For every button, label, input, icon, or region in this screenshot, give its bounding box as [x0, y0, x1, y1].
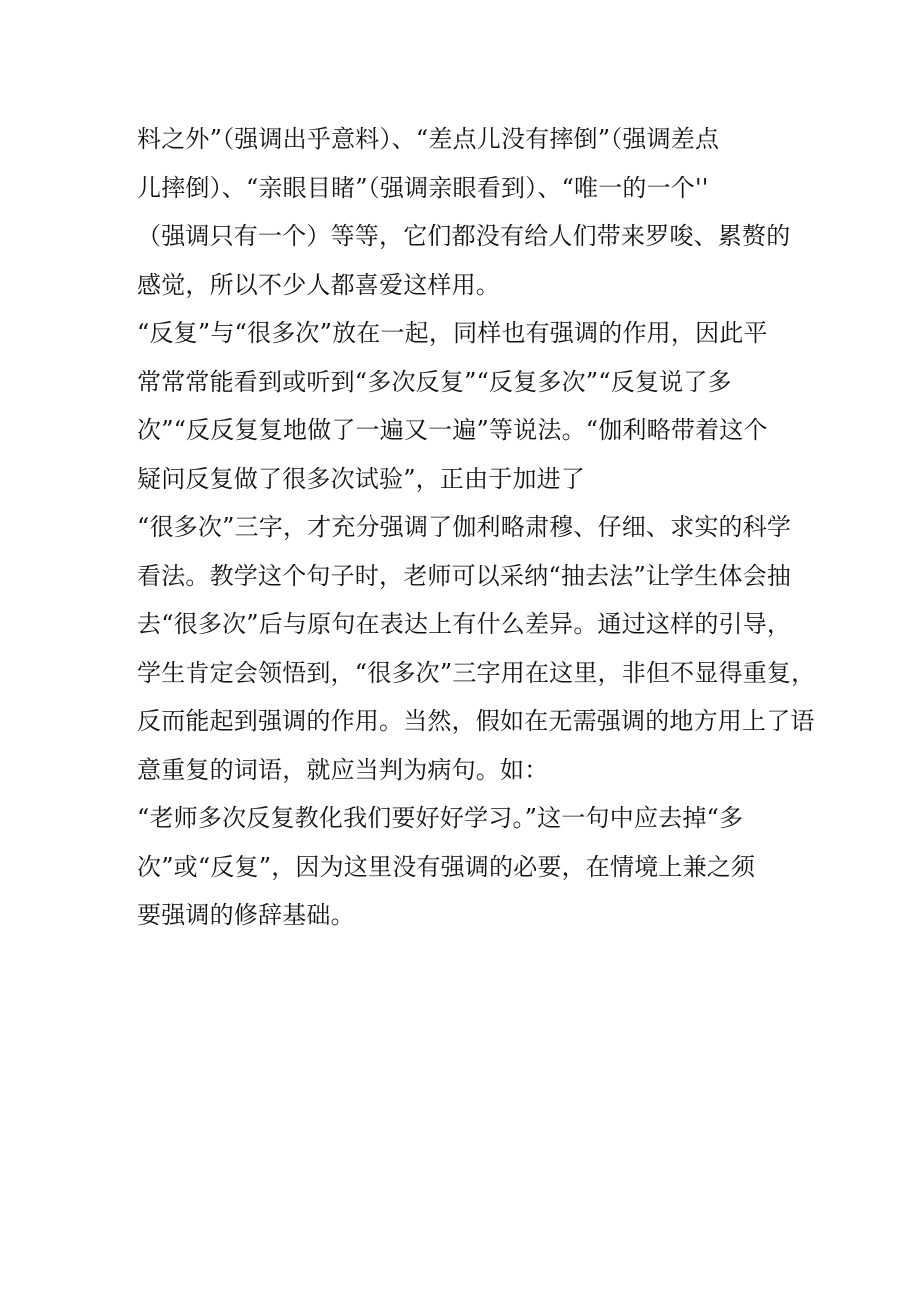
text-line: 感觉，所以不少人都喜爱这样用。 — [137, 270, 500, 299]
text-line: 疑问反复做了很多次试验”，正由于加进了 — [137, 464, 586, 493]
text-line: 常常常能看到或听到“多次反复”“反复多次”“反复说了多 — [137, 367, 732, 396]
text-line: 次”“反反复复地做了一遍又一遍”等说法。“伽利略带着这个 — [137, 416, 768, 444]
text-line: 去“很多次”后与原句在表达上有什么差异。通过这样的引导， — [137, 610, 792, 638]
text-line: “老师多次反复教化我们要好好学习。”这一句中应去掉“多 — [137, 804, 744, 832]
text-line: （强调只有一个）等等，它们都没有给人们带来罗唆、累赘的 — [137, 222, 791, 250]
text-line: 看法。教学这个句子时，老师可以采纳“抽去法”让学生体会抽 — [137, 561, 792, 590]
text-line: 意重复的词语，就应当判为病句。如： — [137, 755, 549, 784]
document-body — [137, 115, 816, 940]
text-line: 学生肯定会领悟到，“很多次”三字用在这里，非但不显得重复， — [137, 658, 816, 687]
text-line: 儿摔倒）、“亲眼目睹”（强调亲眼看到）、“唯一的一个'' — [137, 173, 709, 202]
text-line: 料之外”（强调出乎意料）、“差点儿没有摔倒”（强调差点 — [137, 125, 720, 153]
text-line: “反复”与“很多次”放在一起，同样也有强调的作用，因此平 — [137, 319, 768, 347]
text-line: 次”或“反复”，因为这里没有强调的必要，在情境上兼之须 — [137, 852, 756, 881]
text-line: 要强调的修辞基础。 — [137, 901, 355, 929]
text-line: 反而能起到强调的作用。当然，假如在无需强调的地方用上了语 — [137, 707, 815, 735]
text-line: “很多次”三字，才充分强调了伽利略肃穆、仔细、求实的科学 — [137, 513, 792, 541]
